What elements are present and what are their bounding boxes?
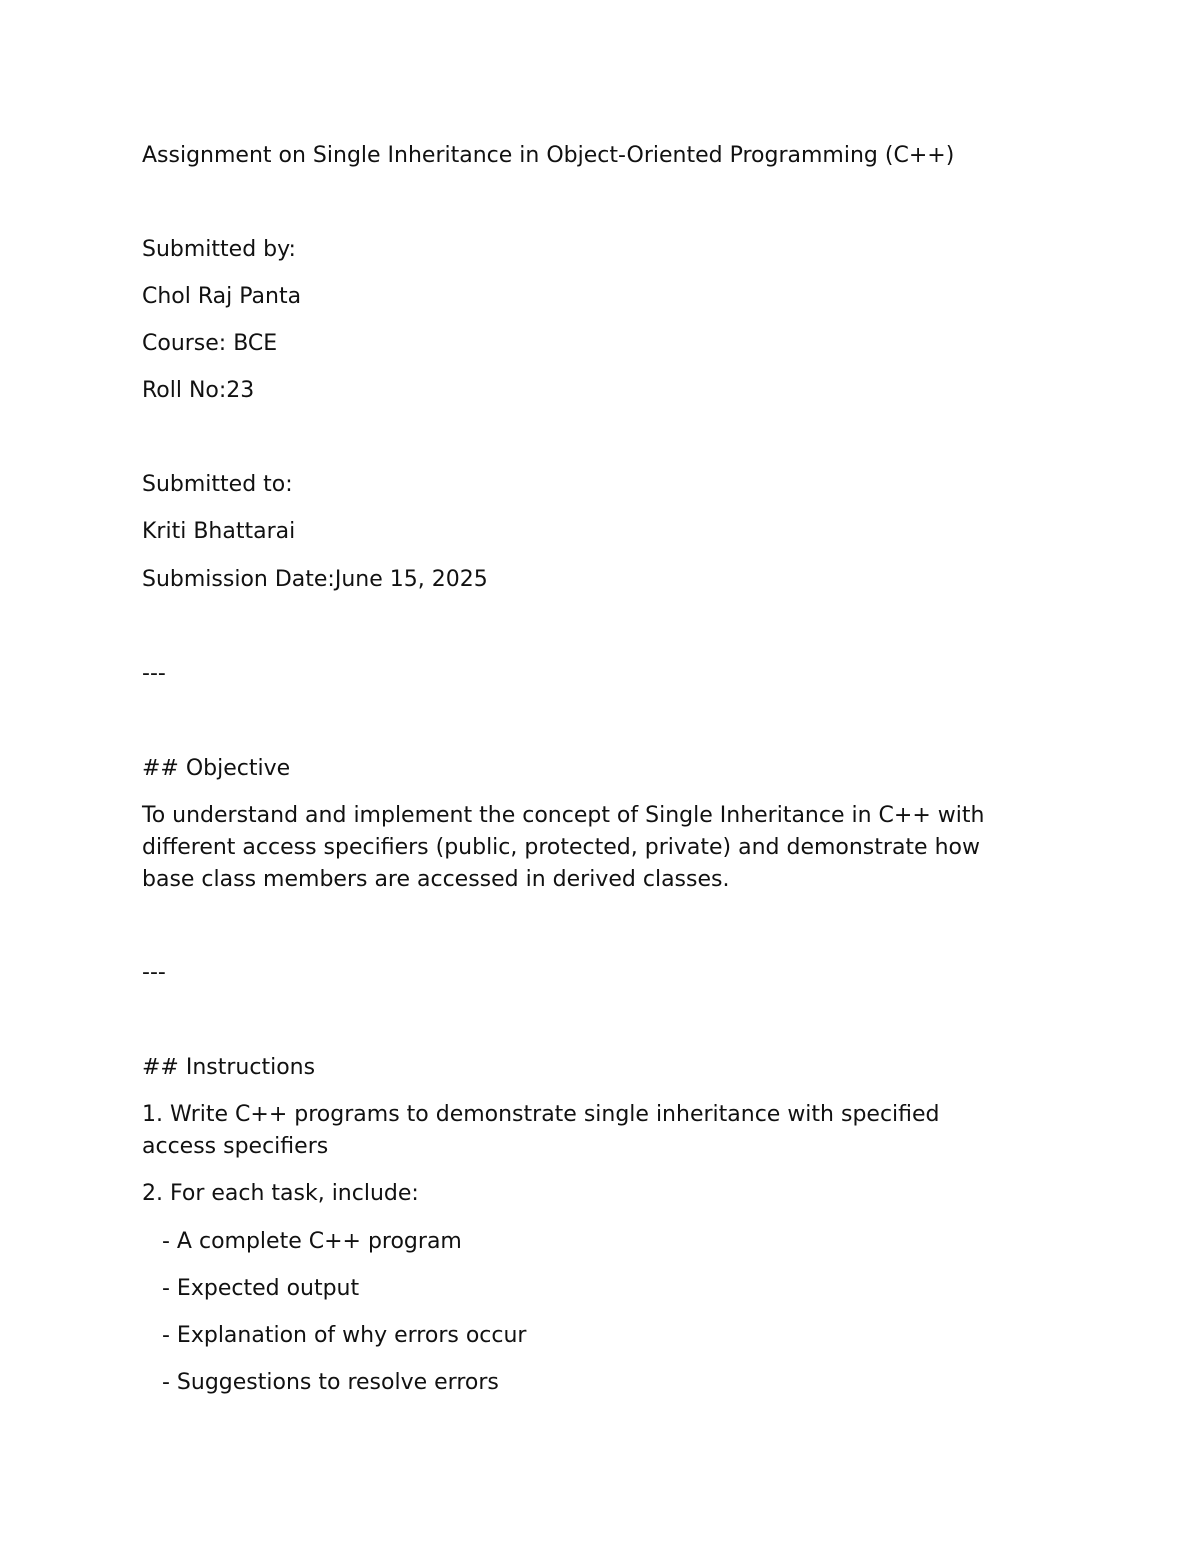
submitted-to-heading: Submitted to: (142, 472, 293, 497)
instruction-subitem: - A complete C++ program (162, 1229, 462, 1254)
teacher-name: Kriti Bhattarai (142, 519, 296, 544)
separator-1: --- (142, 661, 166, 686)
instruction-item-1-line-2: access specifiers (142, 1134, 329, 1159)
submitted-by-heading: Submitted by: (142, 237, 296, 262)
objective-text-line-1: To understand and implement the concept of Single Inheritance in C++ with (142, 803, 985, 828)
separator-2: --- (142, 960, 166, 985)
objective-text-line-3: base class members are accessed in derived classes. (142, 867, 730, 892)
instruction-subitem: - Explanation of why errors occur (162, 1323, 527, 1348)
course-line: Course: BCE (142, 331, 278, 356)
instruction-subitem: - Suggestions to resolve errors (162, 1370, 499, 1395)
document-title: Assignment on Single Inheritance in Object-Oriented Programming (C++) (142, 143, 955, 168)
student-name: Chol Raj Panta (142, 284, 302, 309)
objective-heading: ## Objective (142, 756, 291, 781)
objective-text-line-2: different access specifiers (public, protected, private) and demonstrate how (142, 835, 980, 860)
instruction-subitem: - Expected output (162, 1276, 360, 1301)
instruction-item-2: 2. For each task, include: (142, 1181, 419, 1206)
instructions-heading: ## Instructions (142, 1055, 316, 1080)
submission-date: Submission Date:June 15, 2025 (142, 567, 488, 592)
instruction-item-1-line-1: 1. Write C++ programs to demonstrate single inheritance with specified (142, 1102, 940, 1127)
roll-number-line: Roll No:23 (142, 378, 255, 403)
